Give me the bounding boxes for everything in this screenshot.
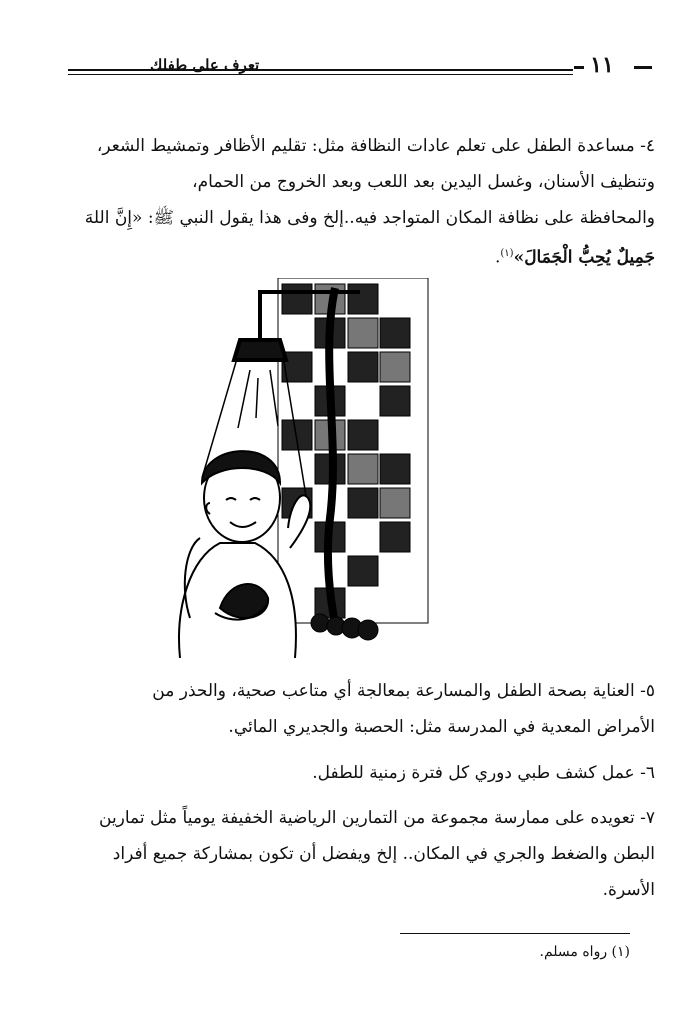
paragraph-line: ٦- عمل كشف طبي دوري كل فترة زمنية للطفل. — [312, 763, 655, 783]
footnote-rule — [400, 933, 630, 934]
footnote: (١) رواه مسلم. — [539, 944, 630, 960]
paragraph-line: وتنظيف الأسنان، وغسل اليدين بعد اللعب وبعد الخروج من الحمام، — [192, 172, 655, 192]
paragraph-line: الأمراض المعدية في المدرسة مثل: الحصبة والجديري المائي. — [228, 717, 655, 737]
paragraph-line: جَمِيلٌ يُحِبُّ الْجَمَالَ»$^{(١)}$. — [494, 247, 655, 268]
header-dash-right — [634, 66, 652, 69]
hadith-quote: جَمِيلٌ يُحِبُّ الْجَمَالَ» — [513, 247, 655, 268]
header-rule — [68, 69, 573, 71]
running-title: تعرف على طفلك — [150, 56, 260, 74]
list-item-7 — [60, 800, 655, 908]
list-item-4 — [60, 128, 655, 276]
page-number: ١١ — [590, 52, 614, 78]
paragraph-line: البطن والضغط والجري في المكان.. إلخ ويفضل أن تكون بمشاركة جميع أفراد — [112, 844, 655, 864]
list-item-6 — [60, 755, 655, 791]
paragraph-line: الأسرة. — [602, 880, 655, 900]
child-showering-illustration — [160, 278, 432, 658]
paragraph-line: ٤- مساعدة الطفل على تعلم عادات النظافة مثل: تقليم الأظافر وتمشيط الشعر، — [96, 136, 655, 156]
paragraph-line: ٥- العناية بصحة الطفل والمسارعة بمعالجة أي متاعب صحية، والحذر من — [152, 681, 655, 701]
footnote-ref: (١) — [500, 248, 514, 259]
header-rule-thin — [68, 74, 573, 75]
paragraph-line: والمحافظة على نظافة المكان المتواجد فيه..إلخ وفى هذا يقول النبي ﷺ: «إِنَّ اللهَ — [84, 208, 655, 228]
paragraph-line: ٧- تعويده على ممارسة مجموعة من التمارين الرياضية الخفيفة يومياً مثل تمارين — [99, 808, 655, 828]
list-item-5 — [60, 673, 655, 745]
